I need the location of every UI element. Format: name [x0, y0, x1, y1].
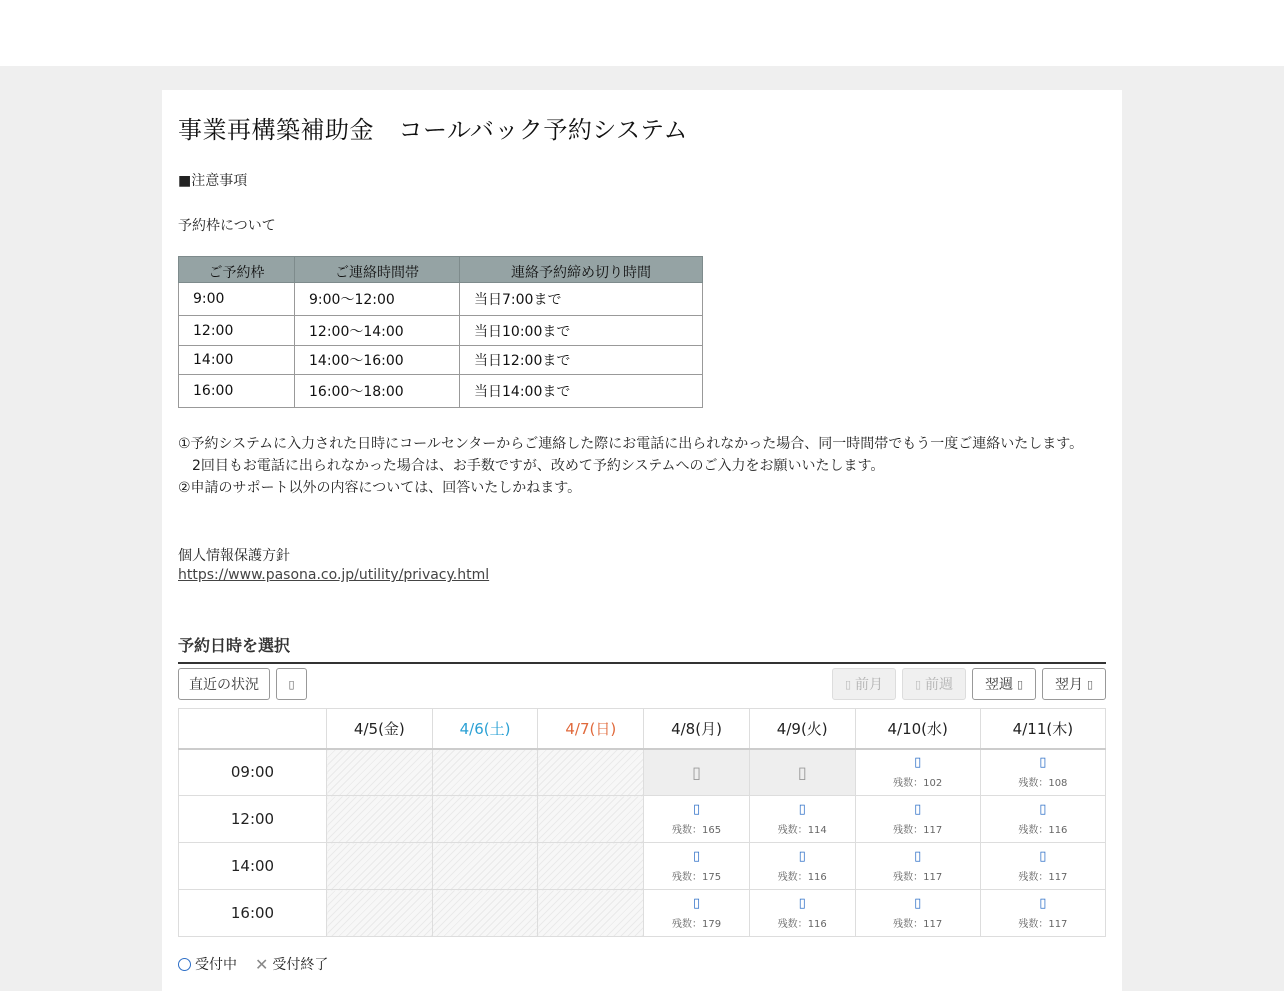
prev-week-label: 前週: [925, 677, 954, 693]
available-icon: ▯: [914, 895, 922, 911]
remaining-count: 179: [701, 918, 722, 930]
slot-unavailable: [432, 843, 538, 890]
day-header-sunday: 4/7(日): [538, 709, 644, 749]
note-2: ②申請のサポート以外の内容については、回答いたしかねます。: [178, 480, 582, 496]
slot-available[interactable]: [644, 890, 750, 937]
chevron-right-icon: ▯: [1016, 677, 1024, 691]
remaining-prefix: 残数：: [671, 918, 702, 930]
info-header-slot: ご予約枠: [179, 257, 295, 283]
time-label: 12:00: [179, 796, 327, 843]
available-icon: ▯: [798, 895, 806, 911]
slot-available[interactable]: [980, 749, 1105, 796]
slot-available[interactable]: [855, 749, 980, 796]
day-header: 4/8(月): [644, 709, 750, 749]
reservation-calendar: [178, 708, 1106, 937]
recent-status-label: 直近の状況: [189, 677, 259, 693]
info-cell-slot: 16:00: [179, 375, 295, 408]
slot-available[interactable]: [855, 890, 980, 937]
calendar-legend: [178, 954, 328, 974]
info-cell-slot: 14:00: [179, 346, 295, 375]
note-1-line-1: ①予約システムに入力された日時にコールセンターからご連絡した際にお電話に出られなかった場合、同一時間帯でもう一度ご連絡いたします。: [178, 436, 1084, 452]
remaining-prefix: 残数：: [1018, 777, 1049, 789]
info-cell-contact-time: 12:00～14:00: [295, 316, 460, 346]
available-icon: ▯: [798, 848, 806, 864]
slot-unavailable: [538, 796, 644, 843]
info-cell-slot: 12:00: [179, 316, 295, 346]
remaining-prefix: 残数：: [777, 871, 808, 883]
slot-available[interactable]: [749, 890, 855, 937]
slot-available[interactable]: [644, 796, 750, 843]
slot-unavailable: [432, 796, 538, 843]
slot-unavailable: [432, 749, 538, 796]
prev-month-button[interactable]: [832, 668, 896, 700]
info-table-row: [179, 283, 703, 316]
available-icon: ▯: [914, 848, 922, 864]
remaining-prefix: 残数：: [671, 871, 702, 883]
day-header: 4/9(火): [749, 709, 855, 749]
info-table-row: [179, 375, 703, 408]
info-cell-contact-time: 9:00～12:00: [295, 283, 460, 316]
time-row-1600: [179, 890, 1106, 937]
chevron-double-left-icon: ▯: [844, 677, 852, 691]
page-title: 事業再構築補助金 コールバック予約システム: [178, 116, 688, 144]
remaining-count: 165: [701, 824, 722, 836]
remaining-prefix: 残数：: [893, 824, 924, 836]
available-icon: ▯: [798, 801, 806, 817]
day-header-saturday: 4/6(土): [432, 709, 538, 749]
time-row-1400: [179, 843, 1106, 890]
slot-unavailable: [432, 890, 538, 937]
day-header: 4/10(水): [855, 709, 980, 749]
prev-week-button[interactable]: [902, 668, 966, 700]
slot-available[interactable]: [749, 796, 855, 843]
info-cell-deadline: 当日12:00まで: [460, 346, 703, 375]
slot-available[interactable]: [855, 796, 980, 843]
main-card: [162, 90, 1122, 991]
remaining-prefix: 残数：: [1018, 918, 1049, 930]
closed-icon: ▯: [797, 762, 807, 782]
available-icon: ▯: [914, 754, 922, 770]
remaining-count: 102: [923, 777, 943, 789]
legend-closed-label: 受付終了: [272, 957, 329, 973]
available-icon: ▯: [1039, 848, 1047, 864]
privacy-link[interactable]: https://www.pasona.co.jp/utility/privacy.html: [178, 567, 490, 583]
available-icon: ▯: [1039, 754, 1047, 770]
next-week-label: 翌週: [984, 677, 1013, 693]
remaining-count: 117: [923, 918, 943, 930]
calendar-icon-button[interactable]: [276, 668, 307, 700]
legend-open-label: 受付中: [195, 957, 237, 973]
recent-status-button[interactable]: [178, 668, 270, 700]
remaining-count: 116: [807, 918, 827, 930]
next-week-button[interactable]: [972, 668, 1036, 700]
slot-unavailable: [327, 843, 433, 890]
close-x-icon: ✕: [255, 954, 269, 974]
remaining-count: 116: [1048, 824, 1068, 836]
available-icon: ▯: [1039, 801, 1047, 817]
remaining-count: 117: [923, 824, 943, 836]
info-cell-slot: 9:00: [179, 283, 295, 316]
slot-unavailable: [538, 890, 644, 937]
chevron-double-right-icon: ▯: [1086, 677, 1094, 691]
info-table-row: [179, 346, 703, 375]
remaining-prefix: 残数：: [893, 871, 924, 883]
remaining-count: 114: [807, 824, 827, 836]
available-icon: ▯: [914, 801, 922, 817]
info-cell-deadline: 当日14:00まで: [460, 375, 703, 408]
available-icon: ▯: [692, 801, 701, 817]
remaining-count: 117: [923, 871, 943, 883]
available-icon: ▯: [1039, 895, 1047, 911]
closed-icon: ▯: [692, 762, 701, 782]
info-cell-deadline: 当日10:00まで: [460, 316, 703, 346]
time-label: 09:00: [179, 749, 327, 796]
chevron-left-icon: ▯: [914, 677, 922, 691]
next-month-label: 翌月: [1054, 677, 1083, 693]
remaining-prefix: 残数：: [893, 918, 924, 930]
day-header: 4/11(木): [980, 709, 1105, 749]
remaining-count: 117: [1048, 918, 1068, 930]
calendar-icon: ▯: [288, 677, 295, 691]
note-1-line-2: 2回目もお電話に出られなかった場合は、お手数ですが、改めて予約システムへのご入力をお願いいたします。: [192, 458, 885, 474]
calendar-corner-cell: [179, 709, 327, 749]
slots-heading: 予約枠について: [178, 218, 276, 234]
notes-heading: ■注意事項: [178, 173, 248, 189]
info-table-row: [179, 316, 703, 346]
remaining-prefix: 残数：: [1018, 871, 1049, 883]
slot-unavailable: [327, 890, 433, 937]
next-month-button[interactable]: [1042, 668, 1106, 700]
info-table-header-row: [179, 257, 703, 283]
slot-available[interactable]: [980, 890, 1105, 937]
slot-available[interactable]: [749, 843, 855, 890]
remaining-count: 108: [1048, 777, 1068, 789]
notes-list: [178, 433, 1083, 499]
available-icon: ▯: [692, 895, 701, 911]
slot-available[interactable]: [980, 796, 1105, 843]
slot-closed: [644, 749, 750, 796]
info-cell-contact-time: 16:00～18:00: [295, 375, 460, 408]
info-header-deadline: 連絡予約締め切り時間: [460, 257, 703, 283]
prev-month-label: 前月: [855, 677, 884, 693]
privacy-heading: 個人情報保護方針: [178, 548, 290, 564]
remaining-count: 175: [701, 871, 722, 883]
time-row-1200: [179, 796, 1106, 843]
slot-available[interactable]: [644, 843, 750, 890]
info-cell-contact-time: 14:00～16:00: [295, 346, 460, 375]
remaining-prefix: 残数：: [777, 824, 808, 836]
slot-info-table: [178, 256, 703, 408]
info-header-contact-time: ご連絡時間帯: [295, 257, 460, 283]
available-icon: ▯: [692, 848, 701, 864]
remaining-prefix: 残数：: [777, 918, 808, 930]
remaining-count: 117: [1048, 871, 1068, 883]
slot-unavailable: [538, 749, 644, 796]
slot-available[interactable]: [980, 843, 1105, 890]
open-circle-icon: [178, 958, 191, 971]
calendar-header-row: [179, 709, 1106, 749]
slot-closed: [749, 749, 855, 796]
remaining-prefix: 残数：: [1018, 824, 1049, 836]
remaining-count: 116: [807, 871, 827, 883]
remaining-prefix: 残数：: [893, 777, 924, 789]
remaining-prefix: 残数：: [671, 824, 702, 836]
time-row-0900: [179, 749, 1106, 796]
slot-unavailable: [327, 749, 433, 796]
slot-unavailable: [538, 843, 644, 890]
top-header-bar: [0, 0, 1284, 66]
select-datetime-heading: 予約日時を選択: [178, 633, 1106, 664]
info-cell-deadline: 当日7:00まで: [460, 283, 703, 316]
day-header: 4/5(金): [327, 709, 433, 749]
slot-available[interactable]: [855, 843, 980, 890]
time-label: 14:00: [179, 843, 327, 890]
slot-unavailable: [327, 796, 433, 843]
time-label: 16:00: [179, 890, 327, 937]
